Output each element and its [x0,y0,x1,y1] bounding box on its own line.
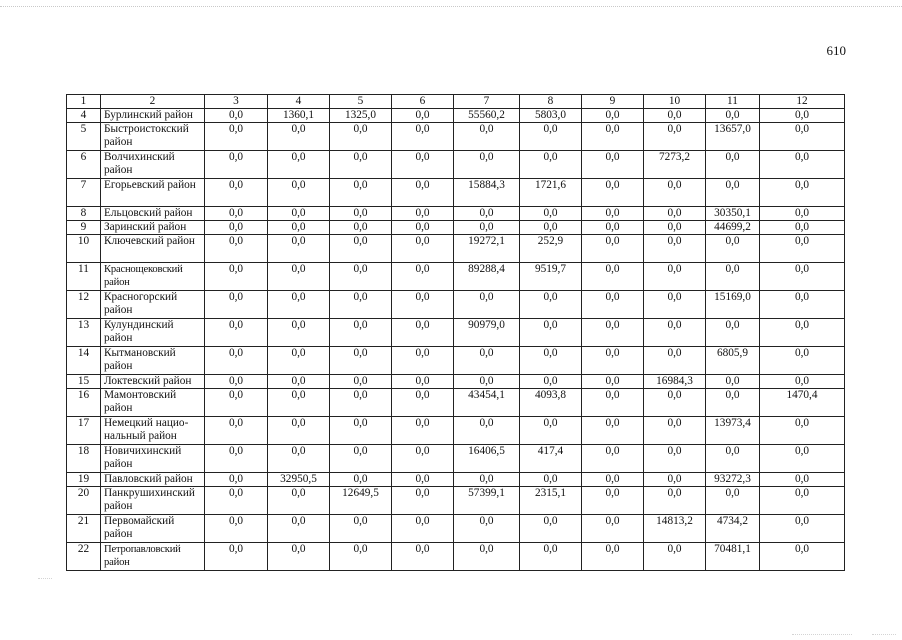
row-number-cell: 6 [67,151,101,179]
value-cell: 44699,2 [706,221,760,235]
header-cell: 12 [760,95,845,109]
value-cell: 30350,1 [706,207,760,221]
value-cell: 0,0 [582,123,644,151]
value-cell: 0,0 [330,543,392,571]
value-cell: 0,0 [520,347,582,375]
value-cell: 0,0 [520,417,582,445]
district-name-cell: Волчихинский район [101,151,205,179]
value-cell: 0,0 [205,347,268,375]
value-cell: 0,0 [392,109,454,123]
value-cell: 0,0 [330,473,392,487]
value-cell: 0,0 [268,319,330,347]
value-cell: 0,0 [644,487,706,515]
budget-table [66,94,845,571]
value-cell: 0,0 [520,319,582,347]
value-cell: 0,0 [706,109,760,123]
row-number-cell: 20 [67,487,101,515]
table-row [67,417,845,445]
header-cell: 11 [706,95,760,109]
header-cell: 2 [101,95,205,109]
value-cell: 0,0 [330,151,392,179]
value-cell: 0,0 [582,221,644,235]
value-cell: 6805,9 [706,347,760,375]
row-number-cell: 17 [67,417,101,445]
value-cell: 0,0 [582,179,644,207]
value-cell: 0,0 [268,389,330,417]
value-cell: 0,0 [454,417,520,445]
value-cell: 0,0 [330,319,392,347]
value-cell: 0,0 [392,319,454,347]
value-cell: 0,0 [644,319,706,347]
value-cell: 0,0 [454,347,520,375]
header-cell: 4 [268,95,330,109]
value-cell: 0,0 [268,179,330,207]
value-cell: 0,0 [392,235,454,263]
header-cell: 1 [67,95,101,109]
value-cell: 0,0 [454,473,520,487]
value-cell: 0,0 [454,543,520,571]
value-cell: 0,0 [582,473,644,487]
value-cell: 0,0 [330,515,392,543]
value-cell: 0,0 [760,445,845,473]
value-cell: 0,0 [205,151,268,179]
value-cell: 0,0 [205,389,268,417]
value-cell: 417,4 [520,445,582,473]
value-cell: 0,0 [392,291,454,319]
district-name-cell: Панкрушихинский район [101,487,205,515]
value-cell: 0,0 [520,375,582,389]
value-cell: 0,0 [330,263,392,291]
value-cell: 0,0 [582,515,644,543]
value-cell: 0,0 [268,347,330,375]
value-cell: 0,0 [330,291,392,319]
row-number-cell: 9 [67,221,101,235]
value-cell: 0,0 [392,151,454,179]
table-row [67,389,845,417]
value-cell: 55560,2 [454,109,520,123]
value-cell: 0,0 [205,263,268,291]
value-cell: 0,0 [454,123,520,151]
value-cell: 0,0 [454,375,520,389]
value-cell: 0,0 [706,487,760,515]
value-cell: 0,0 [268,235,330,263]
value-cell: 0,0 [644,207,706,221]
value-cell: 90979,0 [454,319,520,347]
value-cell: 0,0 [330,375,392,389]
value-cell: 0,0 [205,487,268,515]
value-cell: 0,0 [392,347,454,375]
value-cell: 0,0 [706,375,760,389]
table-row [67,151,845,179]
district-name-cell: Бурлинский район [101,109,205,123]
value-cell: 0,0 [644,417,706,445]
value-cell: 0,0 [760,375,845,389]
district-name-cell: Кытмановский район [101,347,205,375]
value-cell: 0,0 [520,291,582,319]
district-name-cell: Краснощековский район [101,263,205,291]
value-cell: 0,0 [205,473,268,487]
value-cell: 0,0 [644,543,706,571]
value-cell: 0,0 [392,515,454,543]
value-cell: 0,0 [205,123,268,151]
row-number-cell: 15 [67,375,101,389]
value-cell: 0,0 [330,123,392,151]
value-cell: 0,0 [520,151,582,179]
table-row [67,473,845,487]
value-cell: 0,0 [330,221,392,235]
district-name-cell: Заринский район [101,221,205,235]
value-cell: 0,0 [760,487,845,515]
value-cell: 0,0 [706,445,760,473]
value-cell: 0,0 [644,179,706,207]
value-cell: 0,0 [582,291,644,319]
value-cell: 0,0 [760,123,845,151]
value-cell: 0,0 [582,389,644,417]
value-cell: 0,0 [392,417,454,445]
value-cell: 0,0 [706,179,760,207]
table-row [67,543,845,571]
district-name-cell: Быстроистокский район [101,123,205,151]
value-cell: 0,0 [205,543,268,571]
scan-speck [792,634,852,635]
value-cell: 0,0 [454,515,520,543]
value-cell: 0,0 [760,319,845,347]
value-cell: 0,0 [392,179,454,207]
table-row [67,109,845,123]
value-cell: 0,0 [644,473,706,487]
value-cell: 0,0 [330,389,392,417]
value-cell: 0,0 [268,515,330,543]
value-cell: 0,0 [392,445,454,473]
value-cell: 0,0 [760,151,845,179]
value-cell: 0,0 [205,417,268,445]
row-number-cell: 18 [67,445,101,473]
scan-speck [872,634,896,635]
value-cell: 0,0 [706,263,760,291]
value-cell: 16406,5 [454,445,520,473]
row-number-cell: 5 [67,123,101,151]
table-row [67,235,845,263]
value-cell: 0,0 [330,445,392,473]
value-cell: 0,0 [268,375,330,389]
district-name-cell: Павловский район [101,473,205,487]
value-cell: 0,0 [582,109,644,123]
value-cell: 0,0 [520,207,582,221]
district-name-cell: Мамонтовский район [101,389,205,417]
value-cell: 0,0 [706,319,760,347]
value-cell: 43454,1 [454,389,520,417]
value-cell: 1470,4 [760,389,845,417]
value-cell: 5803,0 [520,109,582,123]
value-cell: 0,0 [268,291,330,319]
value-cell: 0,0 [582,319,644,347]
value-cell: 0,0 [454,291,520,319]
value-cell: 0,0 [644,109,706,123]
value-cell: 0,0 [582,417,644,445]
value-cell: 89288,4 [454,263,520,291]
value-cell: 0,0 [582,543,644,571]
table-body [67,95,845,571]
row-number-cell: 4 [67,109,101,123]
district-name-cell: Ельцовский район [101,207,205,221]
value-cell: 0,0 [392,473,454,487]
value-cell: 0,0 [520,515,582,543]
value-cell: 0,0 [392,123,454,151]
value-cell: 0,0 [760,347,845,375]
value-cell: 0,0 [268,417,330,445]
value-cell: 0,0 [330,347,392,375]
table-row [67,221,845,235]
value-cell: 0,0 [760,109,845,123]
table-row [67,319,845,347]
district-name-cell: Новичихинский район [101,445,205,473]
value-cell: 0,0 [760,417,845,445]
value-cell: 7273,2 [644,151,706,179]
value-cell: 0,0 [520,221,582,235]
value-cell: 0,0 [454,151,520,179]
value-cell: 0,0 [644,389,706,417]
district-name-cell: Кулундинский район [101,319,205,347]
value-cell: 0,0 [760,235,845,263]
value-cell: 57399,1 [454,487,520,515]
row-number-cell: 21 [67,515,101,543]
value-cell: 0,0 [520,543,582,571]
value-cell: 0,0 [706,389,760,417]
row-number-cell: 22 [67,543,101,571]
value-cell: 0,0 [205,445,268,473]
table-row [67,291,845,319]
header-cell: 8 [520,95,582,109]
header-cell: 3 [205,95,268,109]
header-cell: 6 [392,95,454,109]
district-name-cell: Петропавловский район [101,543,205,571]
value-cell: 0,0 [582,375,644,389]
value-cell: 0,0 [392,221,454,235]
value-cell: 0,0 [268,487,330,515]
value-cell: 0,0 [330,207,392,221]
district-name-cell: Локтевский район [101,375,205,389]
value-cell: 0,0 [644,263,706,291]
header-cell: 10 [644,95,706,109]
value-cell: 0,0 [760,291,845,319]
page-number: 610 [826,43,846,58]
value-cell: 15884,3 [454,179,520,207]
table-header-row [67,95,845,109]
value-cell: 14813,2 [644,515,706,543]
value-cell: 0,0 [760,473,845,487]
value-cell: 0,0 [205,221,268,235]
value-cell: 0,0 [706,235,760,263]
value-cell: 0,0 [205,235,268,263]
value-cell: 4734,2 [706,515,760,543]
value-cell: 0,0 [582,207,644,221]
district-name-cell: Первомайский район [101,515,205,543]
row-number-cell: 7 [67,179,101,207]
row-number-cell: 19 [67,473,101,487]
value-cell: 0,0 [205,207,268,221]
value-cell: 0,0 [205,179,268,207]
value-cell: 252,9 [520,235,582,263]
value-cell: 0,0 [268,207,330,221]
table-row [67,375,845,389]
table-row [67,347,845,375]
table-row [67,207,845,221]
district-name-cell [101,417,205,445]
value-cell: 0,0 [760,179,845,207]
value-cell: 70481,1 [706,543,760,571]
value-cell: 1325,0 [330,109,392,123]
value-cell: 0,0 [760,515,845,543]
value-cell: 0,0 [454,207,520,221]
value-cell: 9519,7 [520,263,582,291]
value-cell: 0,0 [644,221,706,235]
value-cell: 13973,4 [706,417,760,445]
value-cell: 0,0 [520,473,582,487]
value-cell: 15169,0 [706,291,760,319]
header-cell: 7 [454,95,520,109]
table-row [67,445,845,473]
value-cell: 0,0 [268,221,330,235]
row-number-cell: 12 [67,291,101,319]
value-cell: 19272,1 [454,235,520,263]
value-cell: 0,0 [392,487,454,515]
value-cell: 0,0 [392,207,454,221]
value-cell: 1721,6 [520,179,582,207]
value-cell: 0,0 [582,445,644,473]
value-cell: 0,0 [760,207,845,221]
header-cell: 5 [330,95,392,109]
row-number-cell: 10 [67,235,101,263]
value-cell: 0,0 [582,487,644,515]
scan-top-rule [0,6,902,7]
value-cell: 0,0 [760,221,845,235]
value-cell: 0,0 [644,291,706,319]
value-cell: 0,0 [205,319,268,347]
scan-speck [38,578,52,579]
value-cell: 0,0 [706,151,760,179]
table-row [67,515,845,543]
value-cell: 0,0 [392,263,454,291]
value-cell: 0,0 [392,375,454,389]
value-cell: 0,0 [582,263,644,291]
value-cell: 0,0 [582,347,644,375]
table-row [67,123,845,151]
value-cell: 0,0 [644,445,706,473]
row-number-cell: 14 [67,347,101,375]
value-cell: 0,0 [644,123,706,151]
value-cell: 0,0 [392,543,454,571]
table-row [67,487,845,515]
value-cell: 0,0 [582,151,644,179]
value-cell: 16984,3 [644,375,706,389]
row-number-cell: 11 [67,263,101,291]
value-cell: 4093,8 [520,389,582,417]
value-cell: 0,0 [520,123,582,151]
value-cell: 0,0 [760,263,845,291]
value-cell: 0,0 [644,347,706,375]
value-cell: 32950,5 [268,473,330,487]
value-cell: 1360,1 [268,109,330,123]
district-name-cell: Красногорский район [101,291,205,319]
district-name-cell: Егорьевский район [101,179,205,207]
row-number-cell: 16 [67,389,101,417]
value-cell: 0,0 [268,151,330,179]
value-cell: 0,0 [205,515,268,543]
value-cell: 0,0 [268,445,330,473]
row-number-cell: 8 [67,207,101,221]
value-cell: 93272,3 [706,473,760,487]
district-name-line: нальный район [104,430,177,442]
row-number-cell: 13 [67,319,101,347]
value-cell: 0,0 [392,389,454,417]
value-cell: 0,0 [205,375,268,389]
table-row [67,263,845,291]
table-row [67,179,845,207]
value-cell: 0,0 [330,179,392,207]
value-cell: 0,0 [268,543,330,571]
value-cell: 0,0 [330,417,392,445]
value-cell: 0,0 [205,109,268,123]
value-cell: 0,0 [760,543,845,571]
value-cell: 0,0 [644,235,706,263]
value-cell: 0,0 [268,263,330,291]
district-name-line: Немецкий нацио- [104,417,189,429]
district-name-cell: Ключевский район [101,235,205,263]
value-cell: 12649,5 [330,487,392,515]
value-cell: 0,0 [268,123,330,151]
value-cell: 0,0 [454,221,520,235]
value-cell: 0,0 [205,291,268,319]
header-cell: 9 [582,95,644,109]
value-cell: 13657,0 [706,123,760,151]
value-cell: 2315,1 [520,487,582,515]
value-cell: 0,0 [330,235,392,263]
value-cell: 0,0 [582,235,644,263]
